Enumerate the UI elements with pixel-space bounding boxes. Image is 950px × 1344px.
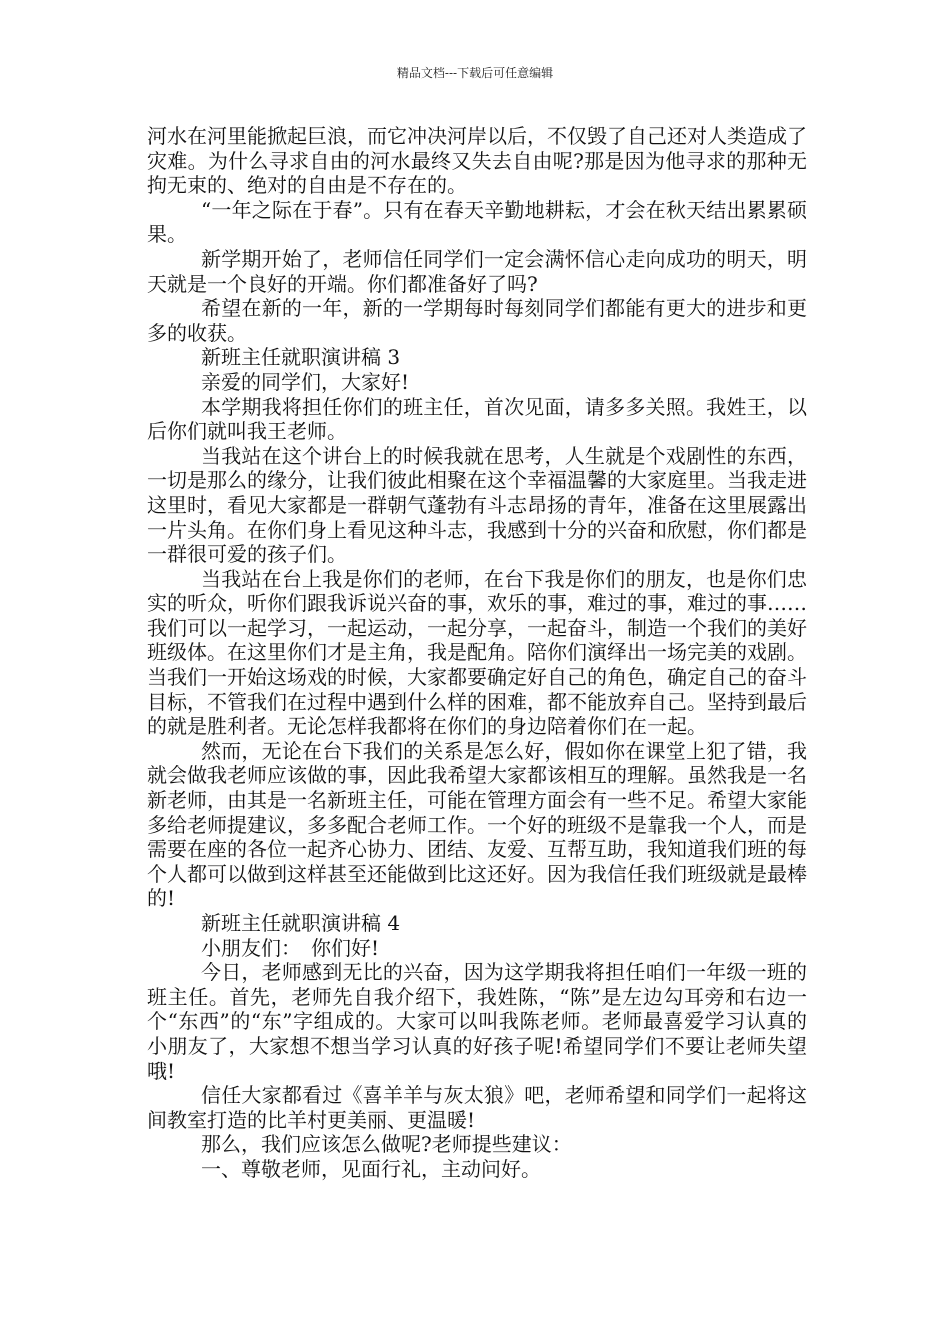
paragraph: 新学期开始了，老师信任同学们一定会满怀信心走向成功的明天，明天就是一个良好的开端。你们都准备好了吗? (147, 246, 807, 296)
document-body (147, 124, 807, 1182)
greeting: 小朋友们： 你们好! (201, 935, 380, 960)
paragraph: 然而，无论在台下我们的关系是怎么好，假如你在课堂上犯了错，我就会做我老师应该做的事，因此我希望大家都该相互的理解。虽然我是一名新老师，由其是一名新班主任，可能在管理方面会有一些不足。希望大家能多给老师提建议，多多配合老师工作。一个好的班级不是靠我一个人，而是需要在座的各位一起齐心协力、团结、友爱、互帮互助，我知道我们班的每个人都可以做到这样甚至还能做到比这还好。因为我信任我们班级就是最棒的! (147, 738, 807, 911)
list-item: 一、尊敬老师，见面行礼，主动问好。 (201, 1156, 541, 1181)
paragraph: 信任大家都看过《喜羊羊与灰太狼》吧，老师希望和同学们一起将这间教室打造的比羊村更美丽、更温暖! (147, 1083, 807, 1132)
paragraph: 河水在河里能掀起巨浪，而它冲决河岸以后，不仅毁了自己还对人类造成了灾难。为什么寻求自由的河水最终又失去自由呢?那是因为他寻求的那种无拘无束的、绝对的自由是不存在的。 (147, 124, 807, 198)
paragraph: 本学期我将担任你们的班主任，首次见面，请多多关照。我姓王，以后你们就叫我王老师。 (147, 394, 807, 444)
paragraph: 当我站在台上我是你们的老师，在台下我是你们的朋友，也是你们忠实的听众，听你们跟我诉说兴奋的事，欢乐的事，难过的事，难过的事……我们可以一起学习，一起运动，一起分享，一起奋斗，制造一个我们的美好班级体。在这里你们才是主角，我是配角。陪你们演绎出一场完美的戏剧。当我们一开始这场戏的时候，大家都要确定好自己的角色，确定自己的奋斗目标，不管我们在过程中遇到什么样的困难，都不能放弃自己。坚持到最后的就是胜利者。无论怎样我都将在你们的身边陪着你们在一起。 (147, 566, 807, 739)
page-header: 精品文档---下载后可任意编辑 (396, 66, 554, 80)
section-heading: 新班主任就职演讲稿 3 (201, 345, 401, 370)
greeting: 亲爱的同学们，大家好! (201, 369, 410, 394)
paragraph: 今日，老师感到无比的兴奋，因为这学期我将担任咱们一年级一班的班主任。首先，老师先自我介绍下，我姓陈，“陈”是左边勾耳旁和右边一个“东西”的“东”字组成的。大家可以叫我陈老师。老师最喜爱学习认真的小朋友了，大家想不想当学习认真的好孩子呢!希望同学们不要让老师失望哦! (147, 960, 807, 1083)
section-heading: 新班主任就职演讲稿 4 (201, 911, 401, 935)
paragraph: 希望在新的一年，新的一学期每时每刻同学们都能有更大的进步和更多的收获。 (147, 296, 807, 345)
paragraph: 那么，我们应该怎么做呢?老师提些建议： (201, 1132, 572, 1157)
paragraph: 当我站在这个讲台上的时候我就在思考，人生就是个戏剧性的东西，一切是那么的缘分，让我们彼此相聚在这个幸福温馨的大家庭里。当我走进这里时，看见大家都是一群朝气蓬勃有斗志昂扬的青年，准备在这里展露出一片头角。在你们身上看见这种斗志，我感到十分的兴奋和欣慰，你们都是一群很可爱的孩子们。 (147, 443, 807, 567)
paragraph: “一年之际在于春”。只有在春天辛勤地耕耘，才会在秋天结出累累硕果。 (147, 197, 807, 247)
